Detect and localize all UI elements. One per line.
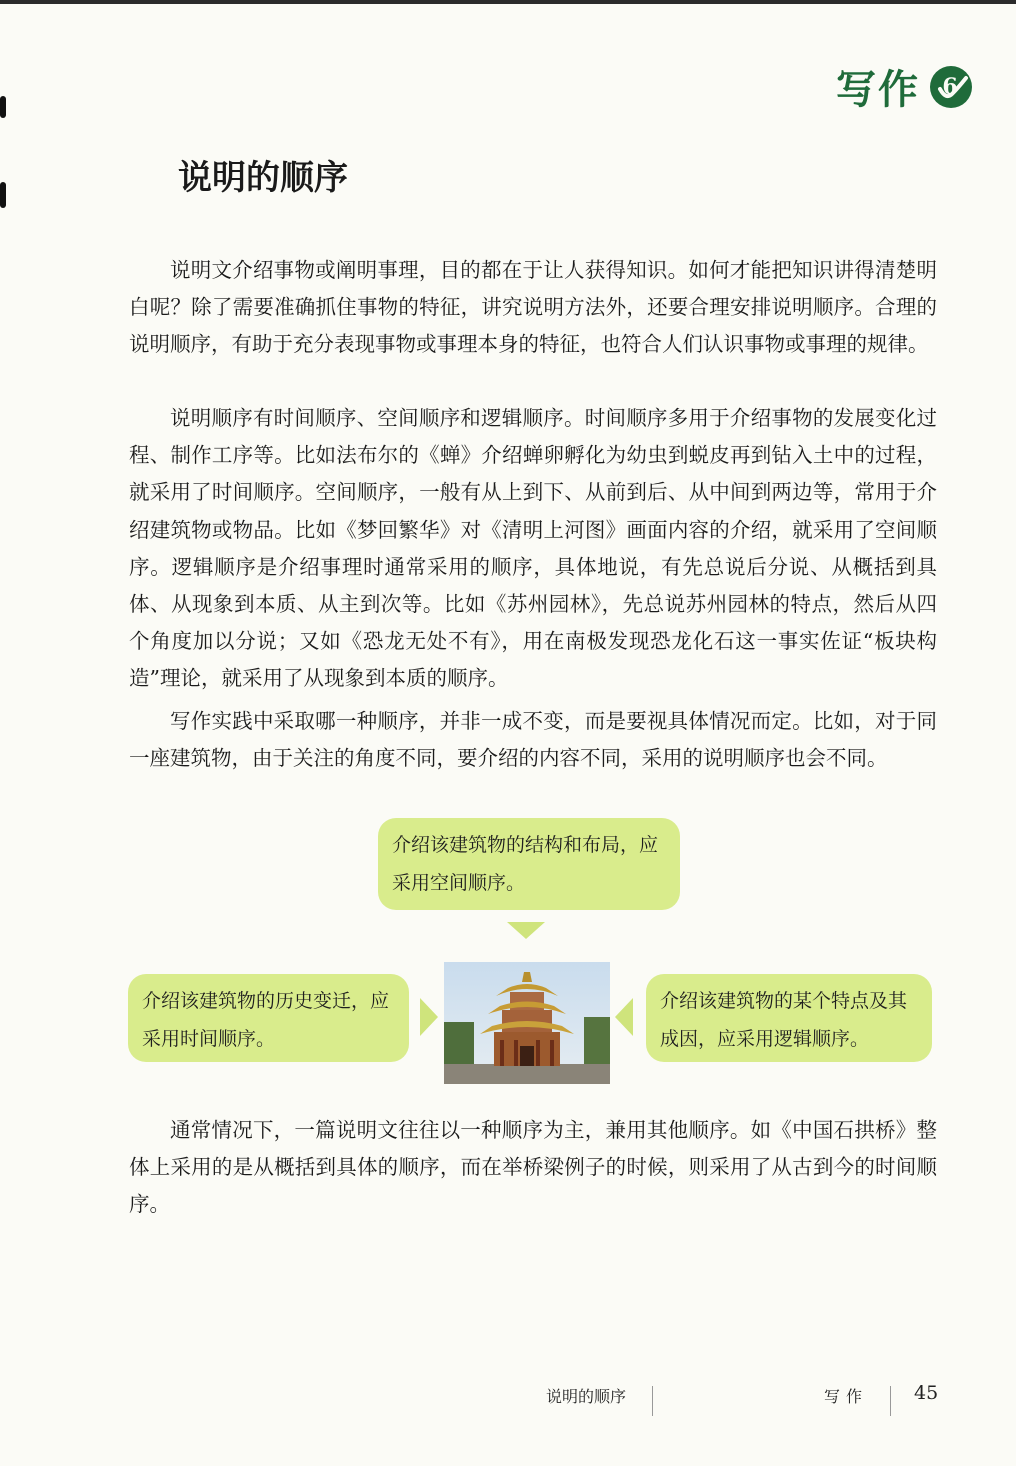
section-number: 6 [942, 73, 958, 100]
footer-divider [890, 1386, 891, 1416]
footer-section-label: 写作 [824, 1387, 869, 1406]
section-header [836, 58, 974, 115]
section-label: 写作 [836, 67, 920, 113]
footer-chapter-title: 说明的顺序 [546, 1387, 627, 1406]
bubble-spatial-order: 介绍该建筑物的结构和布局，应采用空间顺序。 [378, 818, 680, 910]
bubble-logical-order: 介绍该建筑物的某个特点及其成因，应采用逻辑顺序。 [646, 974, 932, 1062]
scan-mark [0, 182, 6, 208]
footer-divider [652, 1386, 653, 1416]
section-number-icon [928, 64, 974, 110]
arrow-left-icon [615, 998, 633, 1036]
page-title: 说明的顺序 [178, 158, 348, 198]
paragraph-combined-orders: 通常情况下，一篇说明文往往以一种顺序为主，兼用其他顺序。如《中国石拱桥》整体上采用的是从概括到具体的顺序，而在举桥梁例子的时候，则采用了从古到今的时间顺序。 [129, 1118, 937, 1217]
bubble-time-order: 介绍该建筑物的历史变迁，应采用时间顺序。 [128, 974, 409, 1062]
arrow-down-icon [507, 922, 545, 939]
page-number: 45 [914, 1382, 939, 1404]
arrow-right-icon [420, 998, 438, 1036]
paragraph-practice: 写作实践中采取哪一种顺序，并非一成不变，而是要视具体情况而定。比如，对于同一座建筑物，由于关注的角度不同，要介绍的内容不同，采用的说明顺序也会不同。 [129, 709, 937, 771]
building-photo [444, 962, 610, 1084]
paragraph-order-types: 说明顺序有时间顺序、空间顺序和逻辑顺序。时间顺序多用于介绍事物的发展变化过程、制作工序等。比如法布尔的《蝉》介绍蝉卵孵化为幼虫到蜕皮再到钻入土中的过程，就采用了时间顺序。空间顺序，一般有从上到下、从前到后、从中间到两边等，常用于介绍建筑物或物品。比如《梦回繁华》对《清明上河图》画面内容的介绍，就采用了空间顺序。逻辑顺序是介绍事理时通常采用的顺序，具体地说，有先总说后分说、从概括到具体、从现象到本质、从主到次等。比如《苏州园林》，先总说苏州园林的特点，然后从四个角度加以分说；又如《恐龙无处不有》，用在南极发现恐龙化石这一事实佐证“板块构造”理论，就采用了从现象到本质的顺序。 [129, 406, 937, 691]
scan-mark [0, 96, 6, 118]
paragraph-intro: 说明文介绍事物或阐明事理，目的都在于让人获得知识。如何才能把知识讲得清楚明白呢？除了需要准确抓住事物的特征，讲究说明方法外，还要合理安排说明顺序。合理的说明顺序，有助于充分表现事物或事理本身的特征，也符合人们认识事物或事理的规律。 [129, 258, 937, 357]
top-border [0, 0, 1016, 4]
